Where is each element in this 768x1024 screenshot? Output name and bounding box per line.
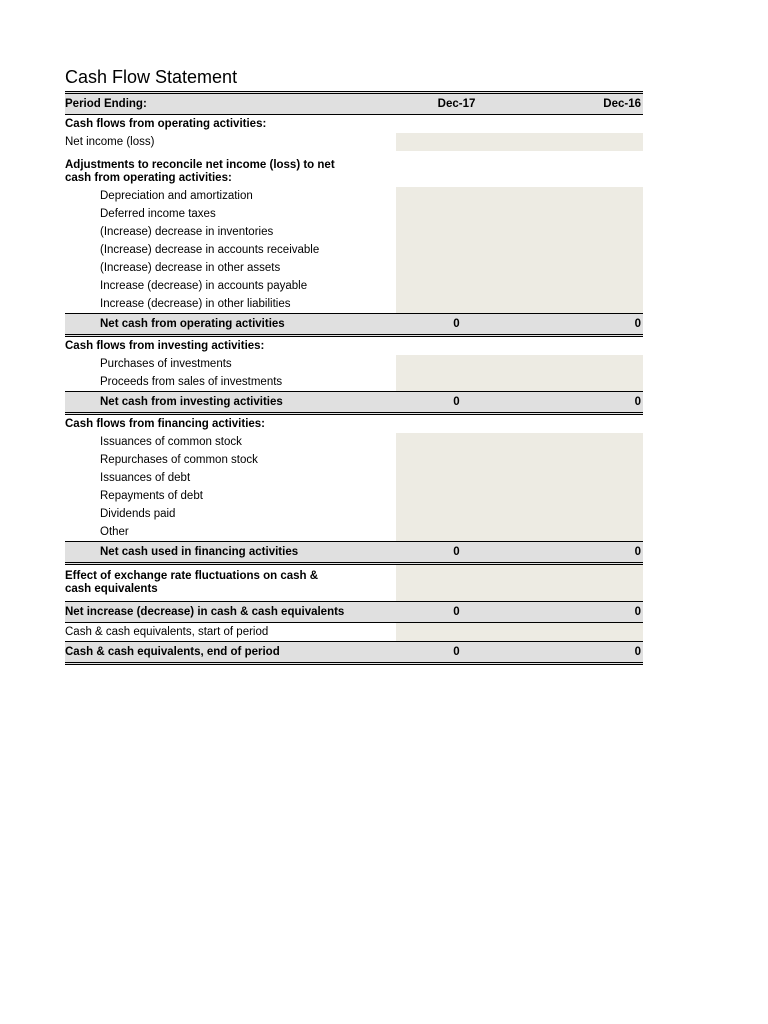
operating-item-row — [65, 295, 643, 313]
investing-total-row — [65, 391, 643, 415]
dividends-paid-label: Dividends paid — [100, 507, 176, 520]
operating-item-row — [65, 205, 643, 223]
repurchases-common-stock-label: Repurchases of common stock — [100, 453, 258, 466]
other-financing-label: Other — [100, 525, 129, 538]
fx-effect-row — [65, 565, 643, 601]
operating-input-cell[interactable] — [396, 295, 643, 313]
operating-total-label: Net cash from operating activities — [100, 317, 285, 330]
start-period-label: Cash & cash equivalents, start of period — [65, 625, 269, 638]
end-period-label: Cash & cash equivalents, end of period — [65, 645, 280, 658]
investing-total-label: Net cash from investing activities — [100, 395, 283, 408]
operating-total-dec-16: 0 — [634, 317, 641, 330]
operating-input-cell[interactable] — [396, 223, 643, 241]
operating-item-row — [65, 187, 643, 205]
accounts-payable-label: Increase (decrease) in accounts payable — [100, 279, 308, 292]
net-increase-dec-16: 0 — [634, 605, 641, 618]
operating-total-row — [65, 313, 643, 337]
proceeds-investments-label: Proceeds from sales of investments — [100, 375, 283, 388]
financing-item-row — [65, 523, 643, 541]
operating-input-cell[interactable] — [396, 259, 643, 277]
operating-item-row — [65, 241, 643, 259]
end-period-dec-17: 0 — [453, 645, 460, 658]
accounts-receivable-label: (Increase) decrease in accounts receivable — [100, 243, 320, 256]
operating-input-cell[interactable] — [396, 277, 643, 295]
repayments-debt-label: Repayments of debt — [100, 489, 203, 502]
operating-item-row — [65, 259, 643, 277]
period-ending-label: Period Ending: — [65, 97, 147, 110]
operating-item-row — [65, 277, 643, 295]
financing-total-dec-16: 0 — [634, 545, 641, 558]
adjustments-heading: Adjustments to reconcile net income (loss) to net cash from operating activities: — [65, 159, 335, 184]
depreciation-label: Depreciation and amortization — [100, 189, 253, 202]
column-dec-17: Dec-17 — [437, 97, 476, 110]
financing-input-cell[interactable] — [396, 433, 643, 451]
adjustments-heading-row — [65, 151, 643, 187]
fx-effect-label: Effect of exchange rate fluctuations on cash & cash equivalents — [65, 570, 319, 595]
operating-input-cell[interactable] — [396, 205, 643, 223]
financing-input-cell[interactable] — [396, 469, 643, 487]
issuances-debt-label: Issuances of debt — [100, 471, 191, 484]
investing-item-row — [65, 355, 643, 373]
operating-input-cell[interactable] — [396, 241, 643, 259]
net-increase-dec-17: 0 — [453, 605, 460, 618]
financing-item-row — [65, 433, 643, 451]
start-period-row — [65, 623, 643, 641]
investing-heading: Cash flows from investing activities: — [65, 339, 265, 352]
purchases-investments-label: Purchases of investments — [100, 357, 232, 370]
investing-total-dec-17: 0 — [453, 395, 460, 408]
issuances-common-stock-label: Issuances of common stock — [100, 435, 242, 448]
inventories-label: (Increase) decrease in inventories — [100, 225, 274, 238]
financing-item-row — [65, 487, 643, 505]
sheet-title: Cash Flow Statement — [65, 67, 238, 87]
start-period-input-cell[interactable] — [396, 623, 643, 641]
end-period-row — [65, 641, 643, 665]
fx-effect-input-cell[interactable] — [396, 565, 643, 601]
deferred-taxes-label: Deferred income taxes — [100, 207, 216, 220]
financing-total-row — [65, 541, 643, 565]
financing-total-dec-17: 0 — [453, 545, 460, 558]
operating-input-cell[interactable] — [396, 187, 643, 205]
net-income-input-cell[interactable] — [396, 133, 643, 151]
financing-item-row — [65, 451, 643, 469]
financing-input-cell[interactable] — [396, 505, 643, 523]
period-header-row — [65, 91, 643, 115]
financing-item-row — [65, 469, 643, 487]
investing-item-row — [65, 373, 643, 391]
net-increase-row — [65, 601, 643, 623]
financing-total-label: Net cash used in financing activities — [100, 545, 299, 558]
operating-item-row — [65, 223, 643, 241]
financing-heading-row — [65, 415, 643, 433]
financing-input-cell[interactable] — [396, 451, 643, 469]
cash-flow-sheet — [65, 64, 643, 665]
net-increase-label: Net increase (decrease) in cash & cash equivalents — [65, 605, 345, 618]
net-income-row — [65, 133, 643, 151]
financing-input-cell[interactable] — [396, 523, 643, 541]
financing-heading: Cash flows from financing activities: — [65, 417, 266, 430]
operating-heading-row — [65, 115, 643, 133]
investing-input-cell[interactable] — [396, 373, 643, 391]
other-assets-label: (Increase) decrease in other assets — [100, 261, 281, 274]
operating-heading: Cash flows from operating activities: — [65, 117, 267, 130]
investing-total-dec-16: 0 — [634, 395, 641, 408]
financing-item-row — [65, 505, 643, 523]
net-income-label: Net income (loss) — [65, 135, 155, 148]
column-dec-16: Dec-16 — [603, 97, 641, 110]
operating-total-dec-17: 0 — [453, 317, 460, 330]
end-period-dec-16: 0 — [634, 645, 641, 658]
investing-heading-row — [65, 337, 643, 355]
other-liabilities-label: Increase (decrease) in other liabilities — [100, 297, 291, 310]
investing-input-cell[interactable] — [396, 355, 643, 373]
financing-input-cell[interactable] — [396, 487, 643, 505]
